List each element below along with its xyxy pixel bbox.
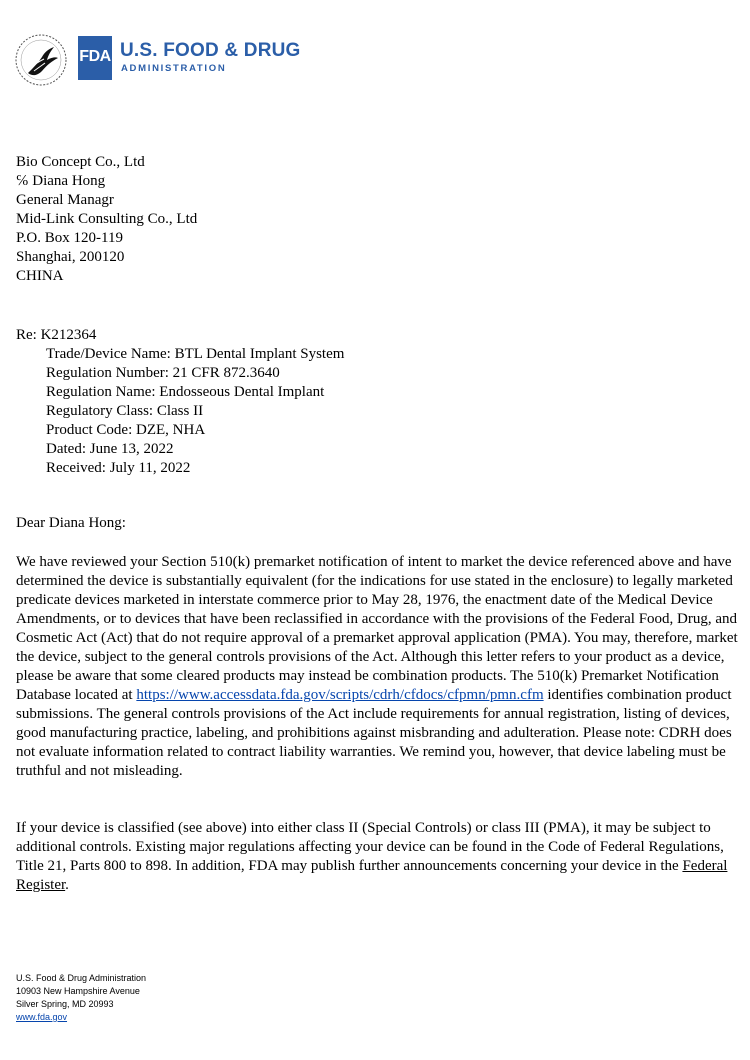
hhs-eagle-seal-icon: [14, 33, 68, 87]
footer-line: U.S. Food & Drug Administration: [16, 973, 147, 983]
recipient-address: [16, 153, 742, 286]
reference-line: Product Code: DZE, NHA: [46, 422, 206, 438]
paragraph-text: identifies combination product submissions. The general controls provisions of the Act include requirements for annual registration, listing of devices, good manufacturing practice, labeling, and prohibitions against misbranding and adulteration. Please note: CDRH does not evaluate information related to contract liability warranties. We remind you, however, that device labeling must be truthful and not misleading.: [16, 687, 732, 779]
reference-line: Regulation Name: Endosseous Dental Implant: [46, 384, 325, 400]
reference-line: Dated: June 13, 2022: [46, 441, 174, 457]
agency-subtitle: ADMINISTRATION: [121, 63, 227, 74]
footer-line: Silver Spring, MD 20993: [16, 999, 114, 1009]
paragraph-text: If your device is classified (see above) into either class II (Special Controls) or class III (PMA), it may be subject to additional controls. Existing major regulations affecting your device can be found in the Code of Federal Regulations, Title 21, Parts 800 to 898. In addition, FDA may publish further announcements concerning your device in the: [16, 820, 724, 874]
re-line: Re: K212364: [16, 327, 97, 343]
recipient-line: ℅ Diana Hong: [16, 173, 106, 189]
reference-block: [16, 326, 742, 478]
reference-line: Received: July 11, 2022: [46, 460, 191, 476]
body-paragraph-2: [16, 819, 742, 895]
recipient-line: P.O. Box 120-119: [16, 230, 123, 246]
reference-line: Regulatory Class: Class II: [46, 403, 204, 419]
recipient-line: General Managr: [16, 192, 114, 208]
fda-website-link[interactable]: www.fda.gov: [16, 1012, 68, 1022]
federal-register-text: Federal Register: [16, 858, 728, 893]
recipient-line: Shanghai, 200120: [16, 249, 125, 265]
body-paragraph-1: [16, 553, 742, 781]
pmn-database-link[interactable]: https://www.accessdata.fda.gov/scripts/cdrh/cfdocs/cfpmn/pmn.cfm: [136, 687, 544, 703]
recipient-line: Mid-Link Consulting Co., Ltd: [16, 211, 198, 227]
reference-line: Trade/Device Name: BTL Dental Implant System: [46, 346, 345, 362]
fda-logo-text: FDA: [79, 48, 111, 65]
recipient-line: CHINA: [16, 268, 64, 284]
footer-address: [16, 972, 146, 1024]
paragraph-text: .: [65, 877, 69, 893]
fda-logo-badge: [78, 36, 112, 80]
salutation: Dear Diana Hong:: [16, 515, 126, 531]
recipient-line: Bio Concept Co., Ltd: [16, 154, 145, 170]
agency-name: U.S. FOOD & DRUG: [120, 40, 301, 61]
footer-line: 10903 New Hampshire Avenue: [16, 986, 140, 996]
reference-line: Regulation Number: 21 CFR 872.3640: [46, 365, 280, 381]
paragraph-text: We have reviewed your Section 510(k) premarket notification of intent to market the device referenced above and have determined the device is substantially equivalent (for the indications for use stated in the enclosure) to legally marketed predicate devices marketed in interstate commerce prior to May 28, 1976, the enactment date of the Medical Device Amendments, or to devices that have been reclassified in accordance with the provisions of the Federal Food, Drug, and Cosmetic Act (Act) that do not require approval of a premarket approval application (PMA). You may, therefore, market the device, subject to the general controls provisions of the Act. Although this letter refers to your product as a device, please be aware that some cleared products may instead be combination products. The 510(k) Premarket Notification Database located at: [16, 554, 738, 703]
